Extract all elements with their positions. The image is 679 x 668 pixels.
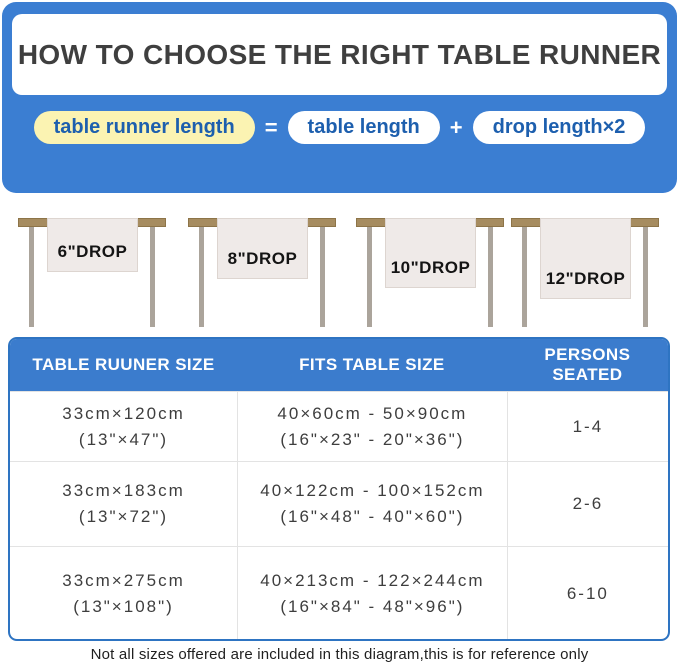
table-runner-cloth	[385, 218, 476, 288]
table-header-row	[10, 339, 668, 391]
table-diagram-8-drop	[188, 218, 336, 330]
table-diagram-10-drop	[356, 218, 504, 330]
runner-size-cell: 33cm×275cm (13"×108")	[62, 570, 185, 616]
formula-runner-length-pill: table runner length	[34, 111, 255, 144]
column-header-runner-size: TABLE RUUNER SIZE	[32, 355, 215, 374]
equals-sign: =	[264, 114, 278, 140]
persons-seated-cell: 2-6	[507, 462, 668, 546]
column-header-fits-table-size: FITS TABLE SIZE	[299, 355, 445, 374]
table-leg-left	[522, 227, 527, 327]
table-row	[10, 461, 668, 546]
fits-table-size-cell: 40×122cm - 100×152cm (16"×48" - 40"×60")	[237, 462, 507, 546]
table-leg-right	[488, 227, 493, 327]
table-diagram-12-drop	[511, 218, 659, 330]
table-leg-left	[367, 227, 372, 327]
table-runner-cloth	[47, 218, 138, 272]
drop-label: 6"DROP	[57, 242, 128, 261]
table-diagram-6-drop	[18, 218, 166, 330]
persons-seated-cell: 1-4	[507, 392, 668, 461]
formula-table-length-pill: table length	[288, 111, 440, 144]
table-leg-left	[199, 227, 204, 327]
runner-size-cell: 33cm×120cm (13"×47")	[62, 403, 185, 449]
drop-label: 12"DROP	[545, 269, 626, 288]
table-leg-right	[320, 227, 325, 327]
drop-label: 8"DROP	[227, 249, 298, 268]
size-reference-table	[8, 337, 670, 641]
plus-sign: +	[449, 114, 463, 140]
runner-size-cell: 33cm×183cm (13"×72")	[62, 481, 185, 526]
persons-seated-cell: 6-10	[507, 547, 668, 640]
drop-label: 10"DROP	[390, 258, 471, 277]
table-row	[10, 391, 668, 461]
footnote: Not all sizes offered are included in this diagram,this is for reference only	[90, 646, 589, 663]
hero-panel	[2, 2, 677, 193]
table-leg-right	[643, 227, 648, 327]
table-runner-cloth	[540, 218, 631, 299]
table-leg-right	[150, 227, 155, 327]
column-header-persons-seated: PERSONS SEATED	[544, 345, 631, 384]
table-runner-cloth	[217, 218, 308, 279]
title-box	[12, 14, 667, 95]
table-row	[10, 546, 668, 640]
page-title: HOW TO CHOOSE THE RIGHT TABLE RUNNER	[17, 38, 662, 70]
fits-table-size-cell: 40×213cm - 122×244cm (16"×84" - 48"×96")	[237, 547, 507, 640]
drop-diagrams	[0, 218, 679, 330]
formula-drop-length-pill: drop length×2	[473, 111, 646, 144]
formula	[2, 111, 677, 144]
table-leg-left	[29, 227, 34, 327]
fits-table-size-cell: 40×60cm - 50×90cm (16"×23" - 20"×36")	[237, 392, 507, 461]
